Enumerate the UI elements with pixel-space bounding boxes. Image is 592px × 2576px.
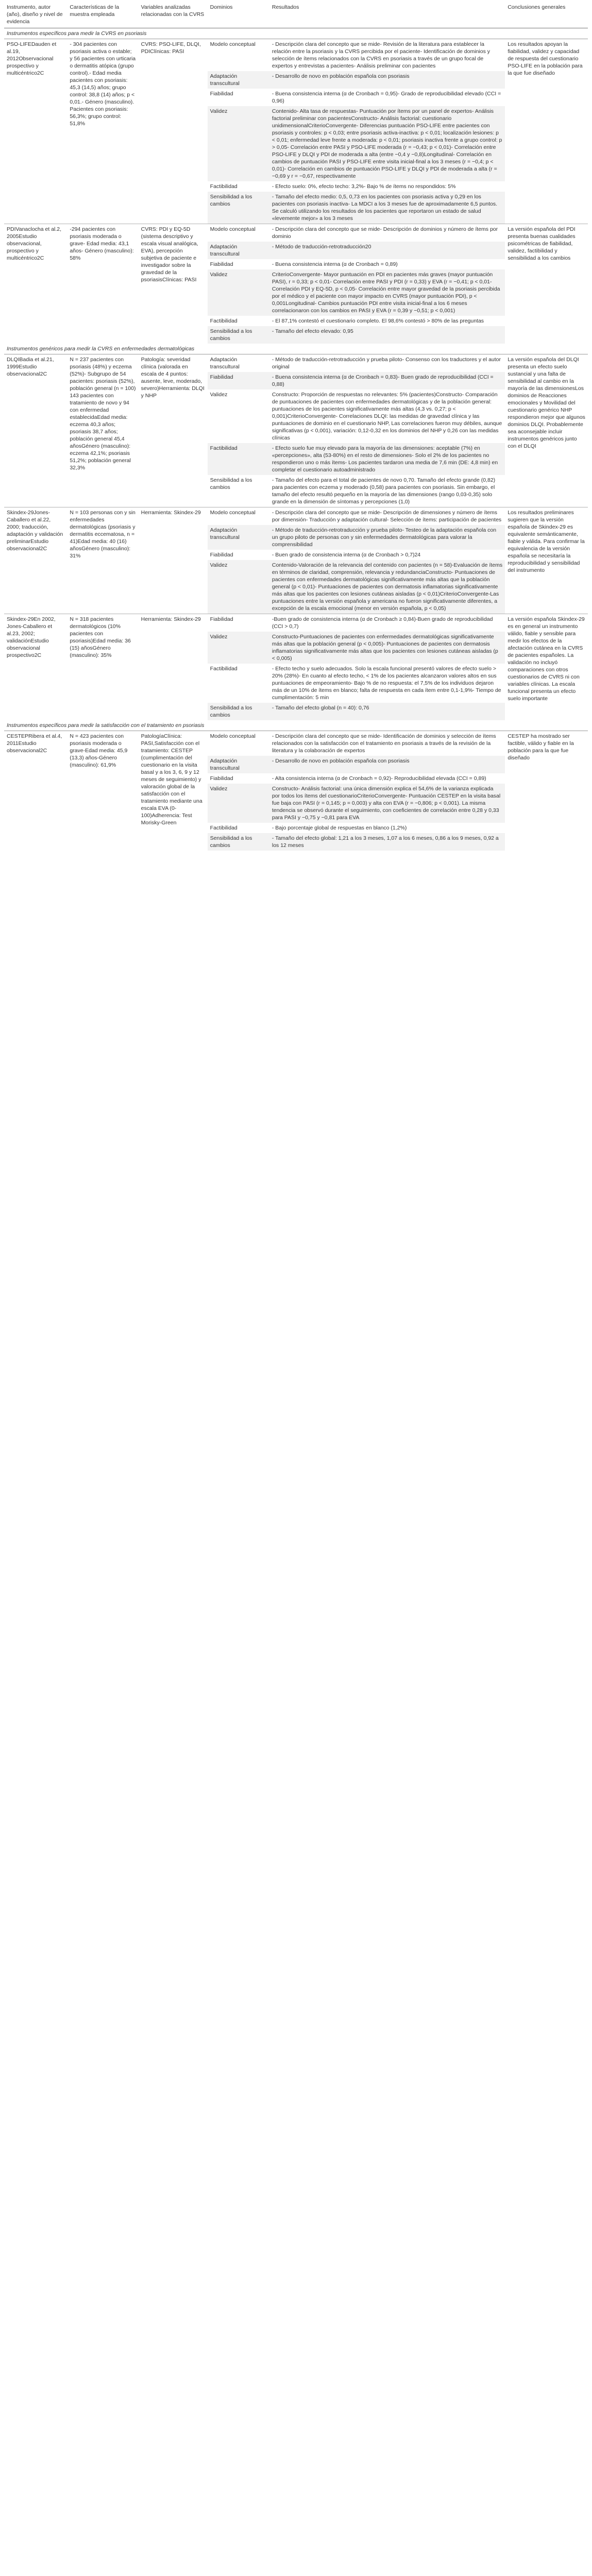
domain-cell: Sensibilidad a los cambios — [208, 833, 269, 851]
sample-cell: -294 pacientes con psoriasis moderada o grave- Edad media: 43,1 años- Género (masculino): 58% — [67, 224, 138, 344]
result-cell: - Buena consistencia interna (α de Cronbach = 0,95)- Grado de reproducibilidad elevado (CCI = 0,96) — [272, 91, 503, 104]
result-cell: Constructo-Puntuaciones de pacientes con enfermedades dermatológicas significativamente más altas que la población general (p < 0,005)- Puntuaciones de pacientes con dermatosis inflamatorias significativamente más altas que los pacientes con lesiones cutáneas aisladas (p < 0,005) — [269, 632, 505, 664]
table-body — [4, 28, 588, 851]
domain-cell: Adaptación transcultural — [208, 71, 269, 89]
section-row — [4, 28, 588, 39]
conclusion-cell: CESTEP ha mostrado ser factible, válido y fiable en la población para la que fue diseñado — [505, 731, 588, 851]
domain-cell: Validez — [208, 269, 269, 316]
result-cell: - Bajo porcentaje global de respuestas en blanco (1,2%) — [272, 825, 407, 831]
table-row — [4, 507, 588, 526]
result-cell: - Descripción clara del concepto que se mide- Identificación de dominios y selección de ítems relacionados con la satisfacción con el tratamiento en psoriasis a través de la revisión de la literatura y la colaboración de expertos — [269, 731, 505, 756]
result-cell: - Buen grado de consistencia interna (α de Cronbach > 0,7)24 — [272, 552, 421, 558]
table-row — [4, 614, 588, 632]
variables-cell: CVRS: PSO-LIFE, DLQI, PDIClínicas: PASI — [139, 39, 208, 224]
result-cell: - Tamaño del efecto global (n = 40): 0,76 — [269, 703, 505, 720]
header-conclusions: Conclusiones generales — [508, 4, 566, 10]
instrument-cell: CESTEPRibera et al.4, 2011Estudio observacional2C — [4, 731, 67, 851]
domain-cell: Factibilidad — [210, 318, 238, 324]
table-row — [4, 731, 588, 756]
variables-cell: PatologíaClínica: PASI,Satisfacción con el tratamiento: CESTEP (cumplimentación del cuestionario en la visita basal y a los 3, 6, 9 y 12 meses de seguimiento) y valoración global de la satisfacción con el tratamiento mediante una escala EVA (0-100)Adherencia: Test Morisky-Green — [139, 731, 208, 851]
domain-cell: Modelo conceptual — [208, 507, 269, 526]
instrument-cell: Skindex-29En 2002, Jones-Caballero et al.23, 2002; validaciónEstudio observacional prospectivo2C — [4, 614, 67, 721]
domain-cell: Modelo conceptual — [208, 224, 269, 242]
section-title: Instrumentos genéricos para medir la CVRS en enfermedades dermatológicas — [4, 344, 588, 354]
result-cell: -Buen grado de consistencia interna (α de Cronbach ≥ 0,84)-Buen grado de reproducibilidad (CCI > 0,7) — [269, 614, 505, 632]
sample-cell: N = 423 pacientes con psoriasis moderada o grave-Edad media: 45,9 (13,3) años-Género (masculino): 61,9% — [67, 731, 138, 851]
domain-cell: Validez — [208, 560, 269, 614]
instrument-cell: PDIVanaclocha et al.2, 2005Estudio observacional, prospectivo y multicéntrico2C — [4, 224, 67, 344]
domain-cell: Factibilidad — [208, 443, 269, 475]
domain-cell: Modelo conceptual — [208, 731, 269, 756]
domain-cell: Adaptación transcultural — [208, 525, 269, 550]
conclusion-cell: La versión española del PDI presenta buenas cualidades psicométricas de fiabilidad, validez, factibilidad y sensibilidad a los cambios — [505, 224, 588, 344]
result-cell: - Descripción clara del concepto que se mide- Descripción de dimensiones y número de ítems por dimensión- Traducción y adaptación cultural- Selección de ítems: participación de pacientes — [269, 507, 505, 526]
domain-cell: Validez — [210, 392, 228, 398]
result-cell: Constructo- Análisis factorial: una única dimensión explica el 54,6% de la varianza explicada por todos los ítems del cuestionarioCriterioConvergente- Puntuación CESTEP en la visita basal fue baja con PASI (r = 0,145; p = 0,003) y alta con EVA (r = −0,806; p < 0,001). La misma tendencia se observó durante el seguimiento, con coeficientes de correlación entre 0,28 y 0,33 para PASI y −0,75 y −0,81 para EVA — [269, 784, 505, 823]
result-cell: - Alta consistencia interna (α de Cronbach = 0,92)- Reproducibilidad elevada (CCI = 0,89) — [272, 775, 486, 782]
domain-cell: Adaptación transcultural — [208, 756, 269, 773]
section-title: Instrumentos específicos para medir la satisfacción con el tratamiento en psoriasis — [4, 720, 588, 731]
result-cell: - Buena consistencia interna (α de Cronbach = 0,83)- Buen grado de reproducibilidad (CCI = 0,88) — [269, 372, 505, 389]
result-cell: - Efecto suelo fue muy elevado para la mayoría de las dimensiones: aceptable (7%) en «percepciones», alta (53-80%) en el resto de dimensiones- Solo el 2% de los pacientes no respondieron uno o más ítems- Los pacientes tardaron una media de 7,6 min (DE: 4,8 min) en completar el cuestionario autoadministrado — [269, 443, 505, 475]
variables-cell: Patología: severidad clínica (valorada en escala de 4 puntos: ausente, leve, moderado, severo)Herramienta: DLQI y NHP — [139, 354, 208, 507]
domain-cell: Modelo conceptual — [208, 39, 269, 72]
variables-cell: Herramienta: Skindex-29 — [139, 507, 208, 614]
domain-cell: Factibilidad — [210, 183, 238, 190]
section-row — [4, 720, 588, 731]
table-row — [4, 224, 588, 242]
result-cell: - Descripción clara del concepto que se mide- Descripción de dominios y número de ítems por dominio — [269, 224, 505, 242]
result-cell: Contenido-Valoración de la relevancia del contenido con pacientes (n = 58)-Evaluación de ítems en términos de claridad, comprensión, relevancia y redundanciaConstructo- Puntuaciones de pacientes con enfermedades dermatológicas significativamente más altas que la población general (p < 0,01)- Puntuaciones de pacientes con dermatosis inflamatorias significativamente más altas que los pacientes con lesiones cutáneas aisladas (p < 0,01)CriterioConvergente-Las puntuaciones entre la versión española y americana no fueron significativamente diferentes, a excepción de la escala emocional (menor en versión española, p < 0,05) — [269, 560, 505, 614]
domain-cell: Sensibilidad a los cambios — [208, 192, 269, 224]
instrument-cell: PSO-LIFEDauden et al.19, 2012Observacional prospectivo y multicéntrico2C — [4, 39, 67, 224]
table-row — [4, 39, 588, 72]
domain-cell: Factibilidad — [210, 666, 238, 672]
section-row — [4, 344, 588, 354]
sample-cell: N = 237 pacientes con psoriasis (48%) y eczema (52%)- Subgrupo de 54 pacientes: psoriasis (52%), población general (n = 100) 143 pacientes con tratamiento de novo y 94 con enfermedad establecidaEdad media: eczema 40,3 años; psoriasis 38,7 años; población general 45,4 añosGénero (masculino): eczema 42,1%; psoriasis 51,2%; población general 32,3% — [67, 354, 138, 507]
evidence-table — [4, 2, 588, 851]
table-header-row — [4, 2, 588, 28]
header-results: Resultados — [272, 4, 299, 10]
domain-cell: Adaptación transcultural — [208, 354, 269, 372]
domain-cell: Fiabilidad — [210, 261, 233, 267]
header-sample: Características de la muestra empleada — [70, 4, 120, 18]
result-cell: - Método de traducción-retrotraducción y prueba piloto- Testeo de la adaptación española con un grupo piloto de personas con y sin enfermedades dermatológicas para valorar la comprensibilidad — [269, 525, 505, 550]
domain-cell: Adaptación transcultural — [208, 242, 269, 259]
result-cell: - Tamaño del efecto global: 1,21 a los 3 meses, 1,07 a los 6 meses, 0,86 a los 9 meses, 0,92 a los 12 meses — [269, 833, 505, 851]
result-cell: - Tamaño del efecto medio: 0,5, 0,73 en los pacientes con psoriasis activa y 0,29 en los pacientes con psoriasis inactiva- La MDCI a los 3 meses fue de aproximadamente 6,5 puntos. Se calculó utilizando los resultados de los pacientes que reportaron un estado de salud «levemente mejor» a los 3 meses — [269, 192, 505, 224]
domain-cell: Fiabilidad — [208, 614, 269, 632]
domain-cell: Fiabilidad — [208, 372, 269, 389]
variables-cell: CVRS: PDI y EQ-5D (sistema descriptivo y escala visual analógica, EVA), percepción subjetiva de paciente e investigador sobre la gravedad de la psoriasisClínicas: PASI — [139, 224, 208, 344]
sample-cell: - 304 pacientes con psoriasis activa o estable; y 56 pacientes con urticaria o dermatitis atópica (grupo control).- Edad media pacientes con psoriasis: 45,3 (14,5) años; grupo control: 38,8 (14) años; p < 0,01.- Género (masculino). Pacientes con psoriasis: 56,3%; grupo control: 51,8% — [67, 39, 138, 224]
sample-cell: N = 318 pacientes dermatológicos (10% pacientes con psoriasis)Edad media: 36 (15) añosGénero (masculino): 35% — [67, 614, 138, 721]
domain-cell: Validez — [208, 106, 269, 181]
domain-cell: Validez — [208, 632, 269, 664]
result-cell: - Buena consistencia interna (α de Cronbach = 0,89) — [272, 261, 398, 267]
header-instrument: Instrumento, autor (año), diseño y nivel de evidencia — [7, 4, 63, 25]
variables-cell: Herramienta: Skindex-29 — [139, 614, 208, 721]
result-cell: - Desarrollo de novo en población española con psoriasis — [269, 71, 505, 89]
result-cell: - Desarrollo de novo en población española con psoriasis — [269, 756, 505, 773]
result-cell: - El 87,1% contestó el cuestionario completo. El 98,6% contestó > 80% de las preguntas — [272, 318, 484, 324]
conclusion-cell: Los resultados preliminares sugieren que la versión española de Skindex-29 es equivalente semánticamente, fiable y válida. Para confirmar la equivalencia de la versión española se necesitaría la reproducibilidad y sensibilidad del instrumento — [505, 507, 588, 614]
table-row — [4, 354, 588, 372]
result-cell: - Efecto techo y suelo adecuados. Solo la escala funcional presentó valores de efecto suelo > 20% (28%)- En cuanto al efecto techo, < 1% de los pacientes alcanzaron valores altos en sus puntuaciones de empeoramiento- Bajo % de no respuesta: el 7,5% de los individuos dejaron más de un 10% de ítems en blanco; falta de respuesta en cada ítem entre 0,1-1,9%- Tiempo de cumplimentación: 5 min — [272, 666, 503, 701]
instrument-cell: Skindex-29Jones-Caballero et al.22, 2000; traducción, adaptación y validación preliminarEstudio observacional2C — [4, 507, 67, 614]
domain-cell: Sensibilidad a los cambios — [210, 477, 252, 490]
result-cell: - Tamaño del efecto elevado: 0,95 — [269, 326, 505, 344]
domain-cell: Fiabilidad — [210, 91, 233, 97]
domain-cell: Sensibilidad a los cambios — [208, 703, 269, 720]
table-container — [4, 2, 588, 851]
result-cell: Constructo: Proporción de respuestas no relevantes: 5% (pacientes)Constructo- Comparación de puntuaciones de pacientes con enfermedades dermatológicas y de la población general: puntuaciones de los pacientes significativamente más altas (4,3 vs. 0,27; p < 0,001)CriterioConvergente- Correlaciones DLQI: las medidas de gravedad clínica y las puntuaciones de dominio en el cuestionario NHP, Las correlaciones fueron muy débiles, aunque significativas (p < 0,001), variación: 0,12-0,32 en los dominios del NHP y 0,26 con las medidas clínicas — [272, 392, 504, 441]
result-cell: - Método de traducción-retrotraducción20 — [269, 242, 505, 259]
domain-cell: Sensibilidad a los cambios — [208, 326, 269, 344]
conclusion-cell: La versión española Skindex-29 es en general un instrumento válido, fiable y sensible para medir los efectos de la afectación cutánea en la CVRS de pacientes españoles. La validación no incluyó comparaciones con otros cuestionarios de CVRS ni con variables clínicas. La escala funcional presenta un efecto suelo importante — [505, 614, 588, 721]
result-cell: - Descripción clara del concepto que se mide- Revisión de la literatura para establecer la relación entre la psoriasis y la CVRS percibida por el paciente- Identificación de dominios y selección de ítems relacionados con la CVRS en psoriasis a través de un grupo focal de expertos y entrevistas a pacientes- Análisis preliminar con pacientes — [269, 39, 505, 72]
result-cell: - Efecto suelo: 0%, efecto techo: 3,2%- Bajo % de ítems no respondidos: 5% — [272, 183, 456, 190]
domain-cell: Fiabilidad — [210, 552, 233, 558]
section-title: Instrumentos específicos para medir la CVRS en psoriasis — [4, 28, 588, 39]
result-cell: Contenido- Alta tasa de respuestas- Puntuación por ítems por un panel de expertos- Análisis factorial preliminar con pacientesConstructo- Análisis factorial: cuestionario unidimensionalCriterioConvergente- Diferencias puntuación PSO-LIFE entre pacientes con psoriasis y controles: p < 0,03; entre psoriasis activa-inactiva: p < 0,01; localización lesiones: p < 0,01; enfermedad leve frente a moderada: p < 0,01; psoriasis inactiva frente a grupo control: p > 0,05- Correlación entre PASI y PSO-LIFE moderada (r = −0,43; p < 0,01)- Correlación entre PSO-LIFE y DLQI y PDI de moderada a alta (entre −0,4 y −0,8)Longitudinal- Correlación en cambios de puntuación PASI y PSO-LIFE entre visita inicial-final a los 3 meses (r = −0,4; p < 0,01)- Correlación en cambios de puntuación PSO-LIFE y DLQI y PDI de moderada a alta (r = −0,69 y r = −0,67, respectivamente — [269, 106, 505, 181]
domain-cell: Fiabilidad — [210, 775, 233, 782]
result-cell: CriterioConvergente- Mayor puntuación en PDI en pacientes más graves (mayor puntuación PASI), r = 0,33; p < 0,01- Correlación entre PASI y PDI (r = 0,33) y EVA (r = −0,41; p < 0,01- Correlación PDI y EQ-5D, p < 0,05- Correlación entre mayor gravedad de la psoriasis percibida por el médico y el paciente con mayor impacto en CVRS (mayor puntuación PDI), p < 0,001Longitudinal- Cambios puntuación PDI entre visita inicial-final a los 6 meses correlacionaron con los cambios en PASI y EVA (r = 0,39 y −0,51; p < 0,001) — [269, 269, 505, 316]
header-domains: Dominios — [210, 4, 233, 10]
domain-cell: Factibilidad — [210, 825, 238, 831]
header-variables: Variables analizadas relacionadas con la CVRS — [141, 4, 205, 18]
conclusion-cell: Los resultados apoyan la fiabilidad, validez y capacidad de respuesta del cuestionario PSO-LIFE en la población para la que fue diseñado — [505, 39, 588, 224]
domain-cell: Validez — [208, 784, 269, 823]
instrument-cell: DLQIBadia et al.21, 1999Estudio observacional2C — [4, 354, 67, 507]
result-cell: - Tamaño del efecto para el total de pacientes de novo 0,70. Tamaño del efecto grande (0,82) para pacientes con eczema y moderado (0,58) para pacientes con psoriasis. Sin embargo, el tamaño del efecto resultó pequeño en la mayoría de las dimensiones (rango 0,03-0,35) solo grande en la dimensión de síntomas y percepciones (1,0) — [272, 477, 497, 505]
conclusion-cell: La versión española del DLQI presenta un efecto suelo sustancial y una falta de sensibilidad al cambio en la mayoría de las dimensionesLos dominios de Reacciones emocionales y Movilidad del cuestionario genérico NHP respondieron mejor que algunos dominios DLQI. Probablemente sea aconsejable incluir instrumentos genéricos junto con el DLQI — [505, 354, 588, 507]
result-cell: - Método de traducción-retrotraducción y prueba piloto- Consenso con los traductores y el autor original — [269, 354, 505, 372]
sample-cell: N = 103 personas con y sin enfermedades dermatológicas (psoriasis y dermatitis eccematosa, n = 41)Edad media: 40 (16) añosGénero (masculino): 31% — [67, 507, 138, 614]
